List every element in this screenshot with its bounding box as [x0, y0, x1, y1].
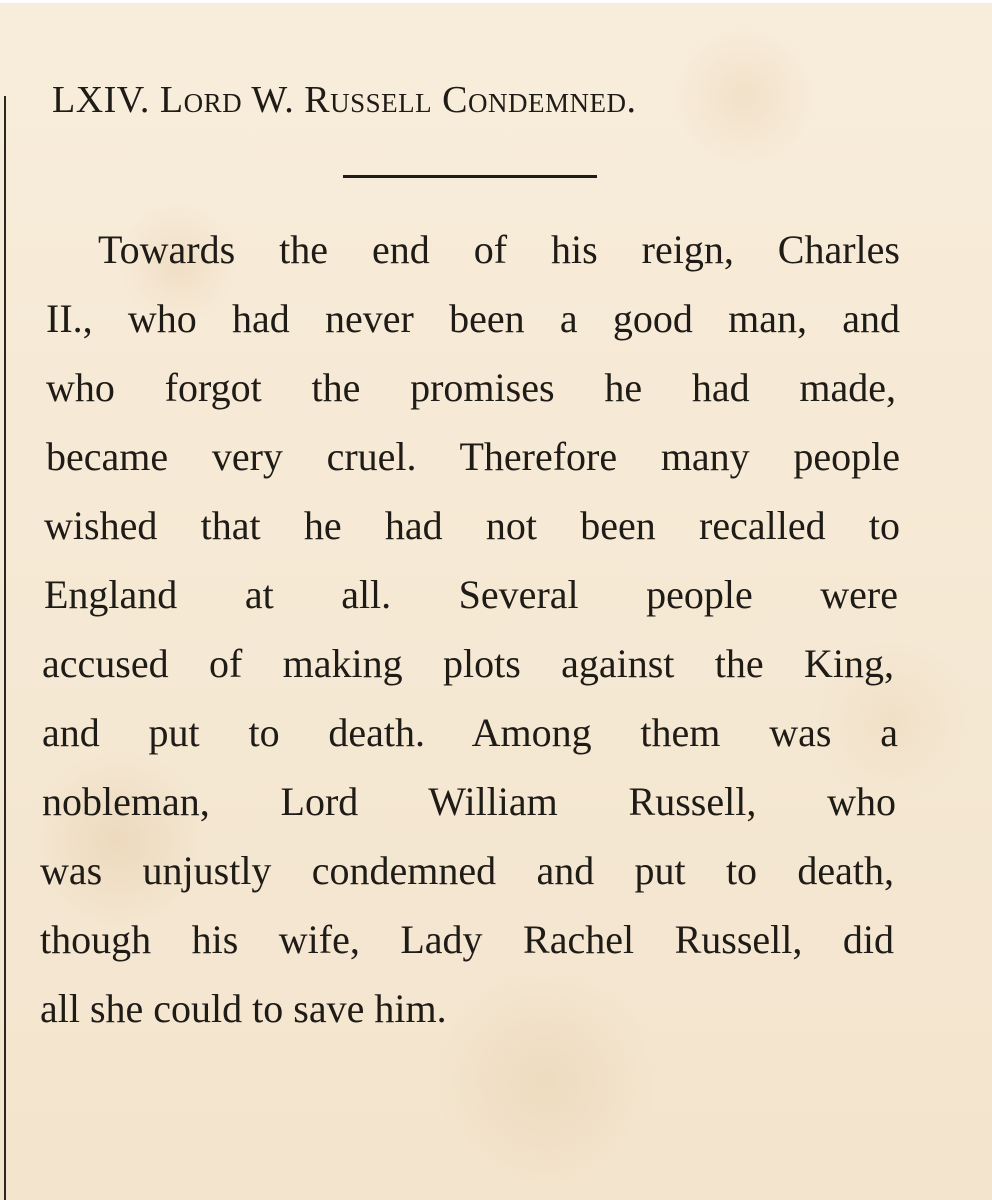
body-line: England at all. Several people were	[44, 572, 898, 617]
page-top-edge	[0, 0, 992, 3]
body-line: and put to death. Among them was a	[42, 710, 898, 755]
body-line: wished that he had not been recalled to	[44, 503, 900, 548]
chapter-title: LXIV. Lord W. Russell Condemned.	[52, 79, 637, 121]
body-line: though his wife, Lady Rachel Russell, did	[40, 917, 894, 962]
body-line: accused of making plots against the King,	[42, 641, 894, 686]
left-margin-rule	[4, 96, 6, 1200]
body-line: became very cruel. Therefore many people	[46, 434, 900, 479]
title-divider	[343, 175, 597, 178]
body-line: all she could to save him.	[40, 986, 447, 1031]
body-line: who forgot the promises he had made,	[46, 365, 896, 410]
body-line: nobleman, Lord William Russell, who	[42, 779, 896, 824]
body-line: was unjustly condemned and put to death,	[40, 848, 894, 893]
body-line: II., who had never been a good man, and	[46, 296, 900, 341]
body-line: Towards the end of his reign, Charles	[98, 227, 900, 272]
